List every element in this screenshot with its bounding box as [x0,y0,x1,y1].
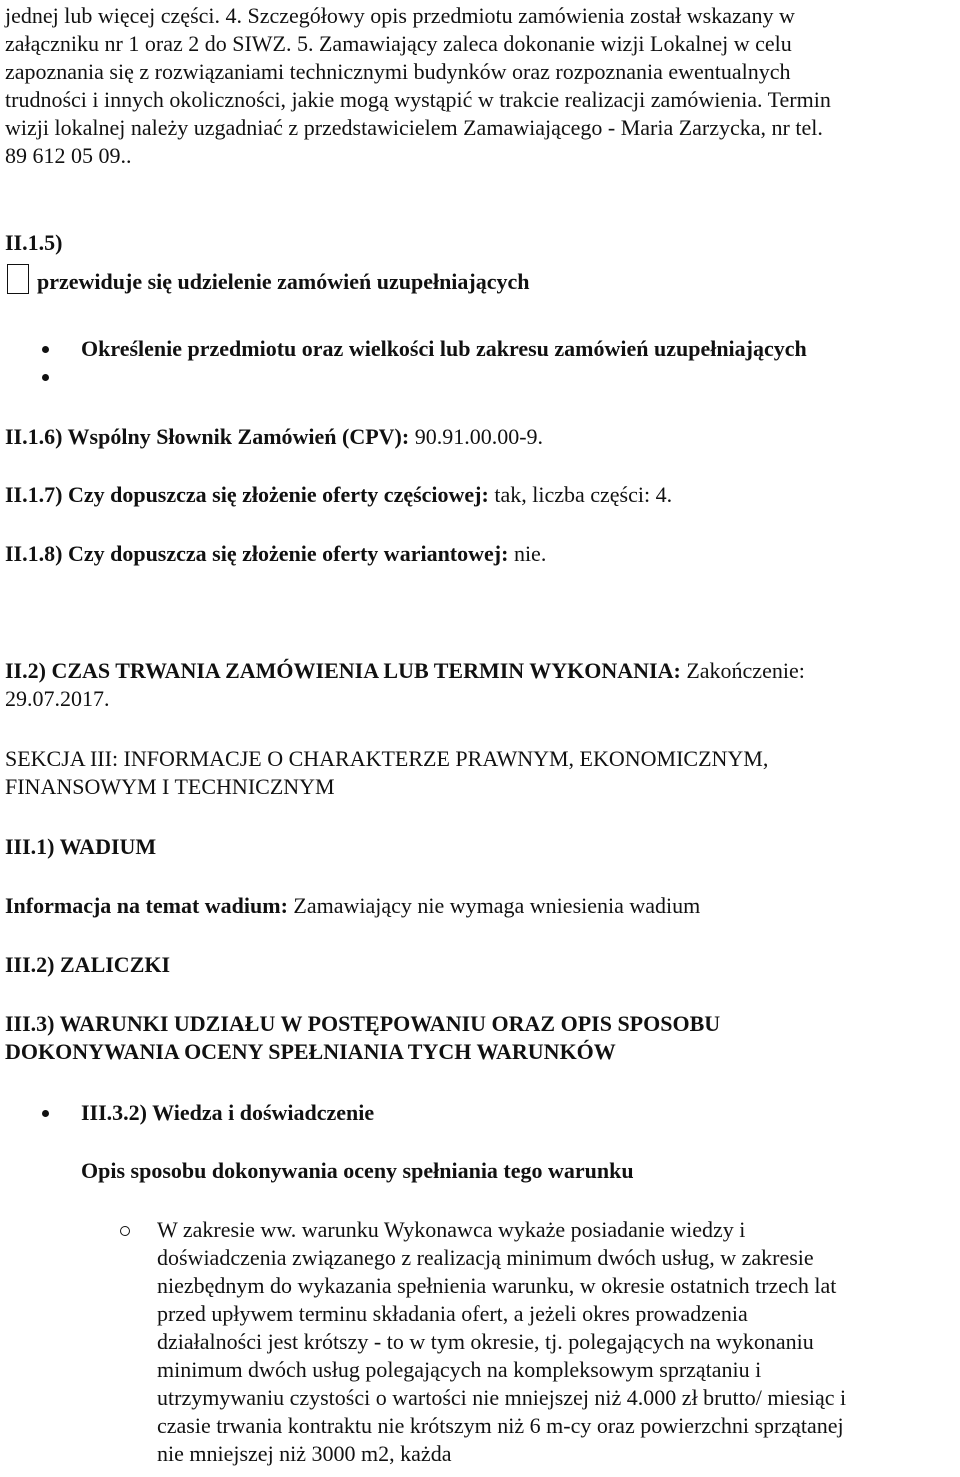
duration-value-2: 29.07.2017. [5,686,110,711]
section-iii-line: SEKCJA III: INFORMACJE O CHARAKTERZE PRAWNYM, EKONOMICZNYM, [5,746,769,771]
assessment-line: W zakresie ww. warunku Wykonawca wykaże posiadanie wiedzy i [157,1217,746,1242]
bullet-dot [42,1110,49,1117]
intro-line: zapoznania się z rozwiązaniami technicznymi budynków oraz rozpoznania ewentualnych [5,59,791,84]
cpv-line [5,423,955,451]
assessment-line: niezbędnym do wykazania spełnienia warunku, w okresie ostatnich trzech lat [157,1273,837,1298]
wadium-info-line [5,892,955,920]
assessment-paragraph [157,1216,957,1468]
assessment-line: utrzymywaniu czystości o wartości nie mniejszej niż 4.000 zł brutto/ miesiąc i [157,1385,847,1410]
zaliczki-heading: III.2) ZALICZKI [5,952,171,977]
variant-offer-label: II.1.8) Czy dopuszcza się złożenie oferty wariantowej: [5,541,509,566]
assessment-line: przed upływem terminu składania ofert, a jeżeli okres prowadzenia [157,1301,748,1326]
wadium-info-label: Informacja na temat wadium: [5,893,288,918]
variant-offer-value: nie. [508,541,547,566]
wadium-info-value: Zamawiający nie wymaga wniesienia wadium [287,893,701,918]
section-iii-heading [5,745,955,801]
intro-line: wizji lokalnej należy uzgadniać z przedstawicielem Zamawiającego - Maria Zarzycka, nr tel. [5,115,823,140]
assessment-line: nie mniejszej niż 3000 m2, każda [157,1441,452,1466]
assessment-line: minimum dwóch usług polegających na kompleksowym sprzątaniu i [157,1357,762,1382]
intro-line: jednej lub więcej części. 4. Szczegółowy opis przedmiotu zamówienia został wskazany w [5,3,795,28]
conditions-heading [5,1010,955,1066]
intro-line: 89 612 05 09.. [5,143,132,168]
supplementary-orders-label: przewiduje się udzielenie zamówień uzupełniających [37,269,530,294]
cpv-value: 90.91.00.00-9. [409,424,544,449]
partial-offer-line [5,481,955,509]
supplementary-orders-bullet: Określenie przedmiotu oraz wielkości lub zakresu zamówień uzupełniających [81,336,807,361]
assessment-line: doświadczenia związanego z realizacją minimum dwóch usług, w zakresie [157,1245,814,1270]
assessment-line: czasie trwania kontraktu nie krótszym niż 6 m-cy oraz powierzchni sprzątanej [157,1413,844,1438]
section-iii-line: FINANSOWYM I TECHNICZNYM [5,774,335,799]
partial-offer-label: II.1.7) Czy dopuszcza się złożenie oferty częściowej: [5,482,489,507]
bullet-dot-empty [42,374,49,381]
wadium-heading: III.1) WADIUM [5,834,157,859]
assessment-line: działalności jest krótszy - to w tym okresie, tj. polegających na wykonaniu [157,1329,814,1354]
intro-paragraph [5,2,955,170]
duration-paragraph [5,657,955,713]
assessment-heading: Opis sposobu dokonywania oceny spełniania tego warunku [81,1158,634,1183]
knowledge-heading: III.3.2) Wiedza i doświadczenie [81,1100,375,1125]
variant-offer-line [5,540,955,568]
bullet-dot [42,346,49,353]
checkbox-supplementary-orders[interactable] [7,264,29,294]
intro-line: trudności i innych okoliczności, jakie mogą wystąpić w trakcie realizacji zamówienia. Termin [5,87,831,112]
partial-offer-value: tak, liczba części: 4. [488,482,673,507]
duration-label: II.2) CZAS TRWANIA ZAMÓWIENIA LUB TERMIN WYKONANIA: [5,658,681,683]
intro-line: załączniku nr 1 oraz 2 do SIWZ. 5. Zamawiający zaleca dokonanie wizji Lokalnej w celu [5,31,792,56]
section-ii-1-5-heading: II.1.5) [5,230,63,255]
conditions-heading-line: III.3) WARUNKI UDZIAŁU W POSTĘPOWANIU ORAZ OPIS SPOSOBU [5,1011,721,1036]
circle-bullet-icon [120,1226,130,1236]
conditions-heading-line: DOKONYWANIA OCENY SPEŁNIANIA TYCH WARUNKÓW [5,1039,616,1064]
duration-value-1: Zakończenie: [680,658,805,683]
cpv-label: II.1.6) Wspólny Słownik Zamówień (CPV): [5,424,410,449]
